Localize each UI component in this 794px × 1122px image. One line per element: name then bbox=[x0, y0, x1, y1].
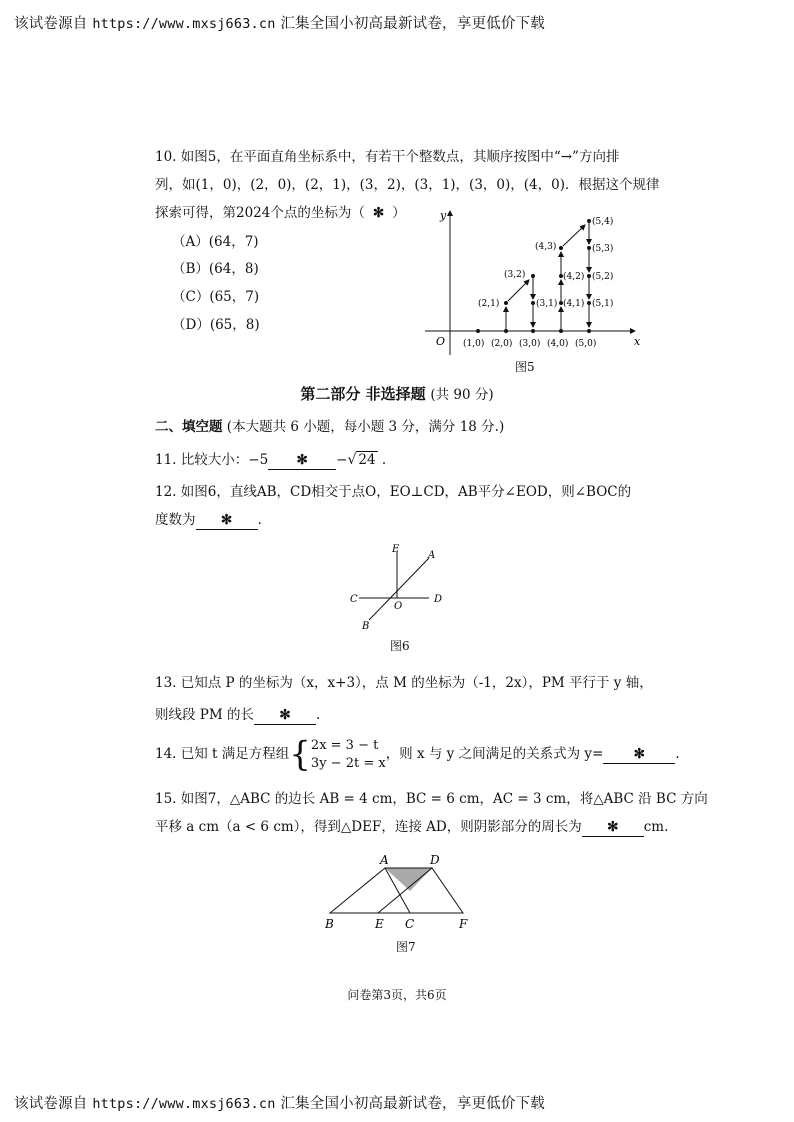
q10-line3-prefix: 探索可得，第2024个点的坐标为（ bbox=[155, 205, 365, 221]
q11-line bbox=[155, 451, 386, 470]
fig5-point bbox=[476, 329, 480, 333]
fig5-point bbox=[587, 219, 591, 223]
fig6-label-o: O bbox=[394, 601, 403, 612]
q14-system bbox=[311, 737, 386, 773]
q14-middle: ，则 x 与 y 之间满足的关系式为 y= bbox=[385, 746, 604, 762]
fig5-plabel-5-2: (5,2) bbox=[592, 272, 614, 282]
q10-option-d[interactable]: （D）(65，8) bbox=[172, 317, 260, 333]
fig5-plabel-4-2: (4,2) bbox=[563, 272, 585, 282]
fig5-point bbox=[504, 329, 508, 333]
q14-eq1: 2x = 3 − t bbox=[310, 737, 379, 753]
q12-line1: 12. 如图6，直线AB，CD相交于点O，EO⊥CD，AB平分∠EOD，则∠BOC的 bbox=[155, 484, 632, 500]
q11-answer-blank[interactable] bbox=[268, 451, 336, 470]
q14-prefix: 14. 已知 t 满足方程组 bbox=[155, 746, 290, 762]
fig5-xlabel-2: (2,0) bbox=[491, 339, 513, 349]
q15-line2-prefix: 平移 a cm（a < 6 cm），得到△DEF，连接 AD，则阴影部分的周长为 bbox=[155, 819, 582, 835]
q13-line2 bbox=[155, 706, 320, 725]
q11-prefix: 11. 比较大小：−5 bbox=[155, 452, 269, 468]
fig6-label-e: E bbox=[392, 544, 400, 555]
q11-end: . bbox=[381, 452, 387, 468]
q12-end: . bbox=[257, 512, 262, 528]
fig5-point bbox=[587, 274, 591, 278]
q12-line2-prefix: 度数为 bbox=[155, 512, 196, 528]
q14-end: . bbox=[675, 746, 680, 762]
q12-answer-mark: ✻ bbox=[220, 512, 233, 528]
q14-answer-mark: ✻ bbox=[633, 746, 645, 762]
part2-title bbox=[0, 383, 794, 404]
fig5-point bbox=[587, 246, 591, 250]
q12-line2 bbox=[155, 511, 262, 530]
q10-line3-suffix: ） bbox=[392, 205, 406, 221]
q15-line1: 15. 如图7，△ABC 的边长 AB = 4 cm，BC = 6 cm，AC = 3 cm，将△ABC 沿 BC 方向 bbox=[155, 791, 708, 807]
q15-line2 bbox=[155, 818, 668, 837]
q11-answer-mark: ✻ bbox=[296, 452, 308, 468]
part2-score: (共 90 分) bbox=[430, 387, 494, 403]
section2-heading bbox=[155, 418, 504, 436]
q14-eq2: 3y − 2t = x bbox=[310, 755, 386, 771]
figure7-caption: 图7 bbox=[396, 940, 416, 954]
fig5-point bbox=[531, 274, 535, 278]
fig5-plabel-2-1: (2,1) bbox=[478, 299, 500, 309]
fig7-label-e: E bbox=[375, 917, 384, 931]
fig5-point bbox=[587, 329, 591, 333]
fig5-point bbox=[559, 246, 563, 250]
fig5-xlabel-3: (3,0) bbox=[519, 339, 541, 349]
fig5-point bbox=[531, 329, 535, 333]
fig5-plabel-3-2: (3,2) bbox=[504, 270, 526, 280]
section2-note: (本大题共 6 小题，每小题 3 分，满分 18 分.) bbox=[226, 419, 505, 435]
fig5-xlabel-1: (1,0) bbox=[463, 339, 485, 349]
fig5-point bbox=[504, 301, 508, 305]
fig5-arrow bbox=[563, 225, 585, 246]
figure7-translated-triangles bbox=[320, 850, 480, 935]
sqrt-icon: √ bbox=[347, 452, 357, 468]
figure5-lattice-diagram bbox=[420, 205, 650, 375]
fig6-label-a: A bbox=[428, 550, 436, 561]
fig5-plabel-4-3: (4,3) bbox=[535, 242, 557, 252]
fig5-plabel-5-3: (5,3) bbox=[592, 244, 614, 254]
q10-option-a[interactable]: （A）(64，7) bbox=[172, 234, 259, 250]
q15-unit: cm. bbox=[643, 819, 669, 835]
fig7-label-a: A bbox=[380, 853, 389, 867]
banner-url[interactable]: https://www.mxsj663.cn bbox=[92, 16, 276, 32]
q10-line1: 10. 如图5，在平面直角坐标系中，有若干个整数点，其顺序按图中“→”方向排 bbox=[155, 149, 620, 165]
fig5-axis-x-label: x bbox=[634, 335, 641, 348]
fig5-arrow bbox=[508, 280, 529, 301]
q13-line1: 13. 已知点 P 的坐标为（x，x+3），点 M 的坐标为（-1，2x），PM 平行于 y 轴， bbox=[155, 675, 653, 691]
fig5-axis-y-label: y bbox=[440, 209, 447, 222]
fig7-label-c: C bbox=[405, 917, 415, 931]
fig6-label-d: D bbox=[434, 594, 443, 605]
q10-line3 bbox=[155, 204, 406, 222]
source-banner-top bbox=[14, 12, 545, 33]
q15-answer-blank[interactable] bbox=[582, 818, 644, 837]
part2-title-text: 第二部分 非选择题 bbox=[300, 385, 426, 403]
banner-url[interactable]: https://www.mxsj663.cn bbox=[92, 1096, 276, 1112]
fig5-plabel-5-1: (5,1) bbox=[592, 299, 614, 309]
fig5-point bbox=[531, 301, 535, 305]
fig6-label-c: C bbox=[350, 594, 358, 605]
q13-end: . bbox=[316, 707, 321, 723]
q10-option-b[interactable]: （B）(64，8) bbox=[172, 261, 259, 277]
banner-suffix: 汇集全国小初高最新试卷，享更低价下载 bbox=[280, 16, 545, 32]
q10-line2: 列，如(1，0)，(2，0)，(2，1)，(3，2)，(3，1)，(3，0)，(4，0)．根据这个规律 bbox=[155, 177, 660, 193]
fig5-xlabel-4: (4,0) bbox=[547, 339, 569, 349]
q10-answer-mark: ✻ bbox=[372, 205, 385, 221]
fig7-label-d: D bbox=[430, 853, 440, 867]
q11-minus: − bbox=[336, 452, 348, 468]
q10-option-c[interactable]: （C）(65，7) bbox=[172, 289, 260, 305]
fig5-origin-label: O bbox=[436, 335, 446, 348]
q13-answer-blank[interactable] bbox=[254, 706, 316, 725]
banner-prefix: 该试卷源自 bbox=[14, 16, 88, 32]
q14-line bbox=[155, 736, 680, 773]
figure6-intersecting-lines bbox=[345, 540, 455, 635]
fig5-plabel-3-1: (3,1) bbox=[536, 299, 558, 309]
fig7-label-b: B bbox=[325, 917, 334, 931]
page-footer: 问卷第3页，共6页 bbox=[347, 988, 447, 1002]
fig5-plabel-4-1: (4,1) bbox=[563, 299, 585, 309]
banner-prefix: 该试卷源自 bbox=[14, 1096, 88, 1112]
fig5-point bbox=[559, 329, 563, 333]
figure5-caption: 图5 bbox=[515, 360, 535, 374]
q13-answer-mark: ✻ bbox=[279, 707, 291, 723]
q14-answer-blank[interactable] bbox=[603, 745, 675, 764]
q15-answer-mark: ✻ bbox=[607, 819, 619, 835]
fig5-plabel-5-4: (5,4) bbox=[592, 217, 614, 227]
banner-suffix: 汇集全国小初高最新试卷，享更低价下载 bbox=[280, 1096, 545, 1112]
q13-line2-prefix: 则线段 PM 的长 bbox=[155, 707, 254, 723]
fig5-point bbox=[587, 301, 591, 305]
q12-answer-blank[interactable] bbox=[196, 511, 258, 530]
source-banner-bottom bbox=[14, 1092, 545, 1113]
brace-icon: { bbox=[289, 734, 311, 775]
fig6-label-b: B bbox=[362, 621, 370, 632]
fig5-xlabel-5: (5,0) bbox=[575, 339, 597, 349]
figure6-caption: 图6 bbox=[390, 639, 410, 653]
q11-radicand: 24 bbox=[358, 452, 376, 468]
fig7-label-f: F bbox=[459, 917, 468, 931]
section2-heading-text: 二、填空题 bbox=[155, 419, 223, 435]
